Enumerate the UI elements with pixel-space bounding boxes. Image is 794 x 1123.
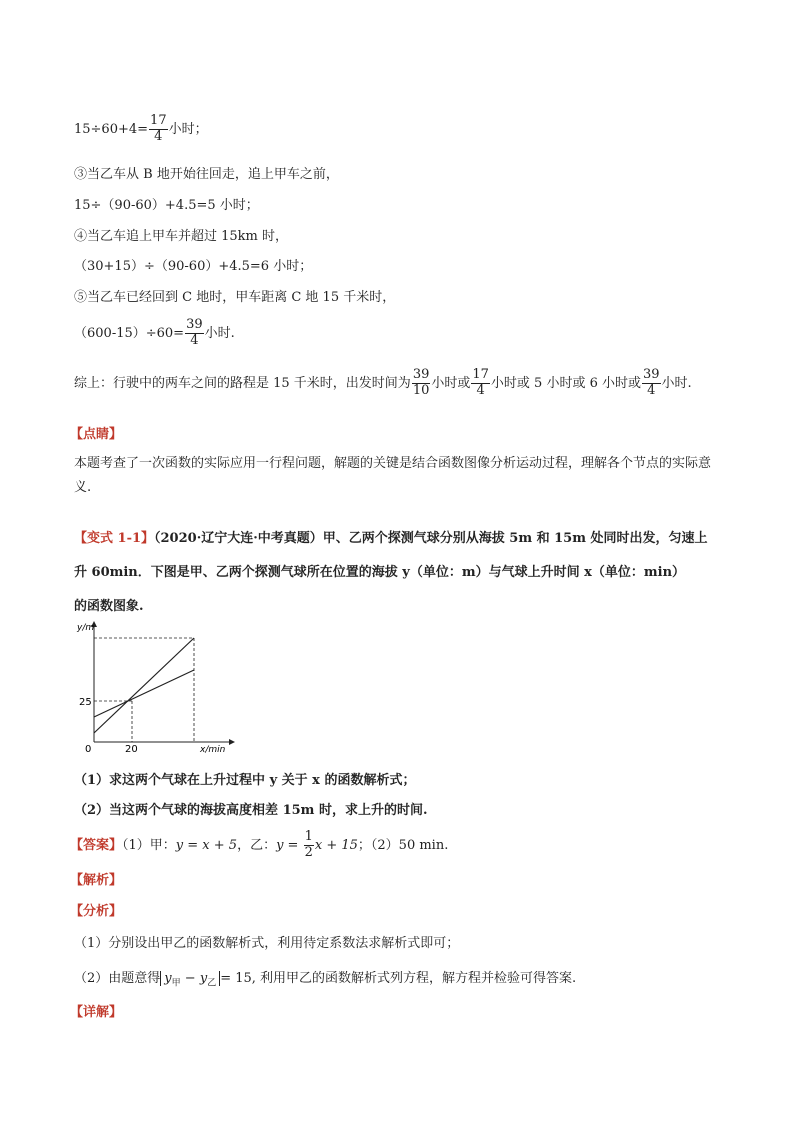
answer-line: 【答案】（1）甲：y = x + 5，乙：y = $\frac{1}{2}$ x + 15；（2）50 min.	[70, 829, 449, 860]
line-3: 15÷（90-60）+4.5=5 小时；	[74, 198, 259, 213]
jiexi-heading: 【解析】	[70, 873, 123, 888]
line-4: ④当乙车追上甲车并超过 15km 时，	[74, 229, 289, 244]
x-axis-label: x/min	[200, 745, 226, 755]
line-6: ⑤当乙车已经回到 C 地时，甲车距离 C 地 15 千米时，	[74, 290, 396, 305]
fenxi-1: （1）分别设出甲乙的函数解析式，利用待定系数法求解析式即可；	[74, 936, 460, 951]
line-2: ③当乙车从 B 地开始往回走，追上甲车之前，	[74, 167, 339, 182]
fenxi-2: （2）由题意得 $y_甲 - y_乙 = 15$, 利用甲乙的函数解析式列方程，解方程并检验可得答案.	[74, 971, 577, 989]
series-yi-line	[94, 670, 194, 717]
tick-label-20: 20	[125, 744, 138, 755]
series-jia-line	[94, 638, 194, 733]
origin-label: 0	[85, 744, 92, 755]
absolute-value: $y_甲 - y_乙$	[160, 971, 220, 986]
line-1: 15÷60+4= $\frac{17}{4}$ 小时；	[74, 113, 208, 144]
dianjing-heading: 【点睛】	[70, 427, 123, 442]
line-5: （30+15）÷（90-60）+4.5=6 小时；	[74, 259, 313, 274]
y-axis-label: y/m	[77, 623, 95, 633]
function-graph	[74, 618, 254, 758]
xiangjie-heading: 【详解】	[70, 1005, 123, 1020]
variant-problem: 【变式 1-1】（2020·辽宁大连·中考真题）甲、乙两个探测气球分别从海拔 5m 和 15m 处同时出发，匀速上 升 60min．下图是甲、乙两个探测气球所在位置的海拔 y（单位：m）与气球上升时间 x（单位：min） 的函数图象.	[74, 531, 708, 614]
question-1: （1）求这两个气球在上升过程中 y 关于 x 的函数解析式；	[74, 773, 416, 788]
fenxi-heading: 【分析】	[70, 904, 123, 919]
summary-line: 综上：行驶中的两车之间的路程是 15 千米时，出发时间为 $\frac{39}{10}$ 小时或 $\frac{17}{4}$ 小时或 5 小时或 6 小时或 $\frac{39}{4}$ 小时.	[74, 367, 692, 398]
tick-label-25: 25	[79, 697, 92, 708]
fraction-39-4: $\frac{39}{4}$	[186, 317, 203, 348]
fraction-17-4: $\frac{17}{4}$	[150, 113, 167, 144]
dianjing-text: 本题考查了一次函数的实际应用一行程问题，解题的关键是结合函数图像分析运动过程，理解各个节点的实际意义.	[74, 456, 712, 495]
line-7: （600-15）÷60= $\frac{39}{4}$ 小时.	[74, 317, 235, 348]
question-2: （2）当这两个气球的海拔高度相差 15m 时，求上升的时间.	[74, 803, 428, 818]
